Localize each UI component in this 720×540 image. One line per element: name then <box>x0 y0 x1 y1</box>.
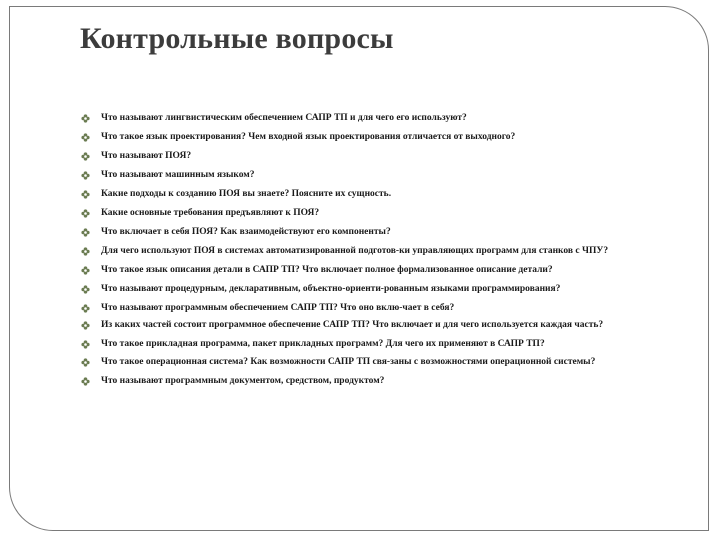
question-item <box>80 208 680 218</box>
question-item <box>80 189 680 199</box>
question-text: Что называют программным документом, средством, продуктом? <box>101 376 385 386</box>
question-item <box>80 151 680 161</box>
question-text: Что такое язык проектирования? Чем входной язык проектирования отличается от выходного? <box>101 132 516 142</box>
question-text: Какие основные требования предъявляют к ПОЯ? <box>101 208 320 218</box>
question-text: Что называют ПОЯ? <box>101 151 192 161</box>
question-item <box>80 246 680 256</box>
question-text: Что включает в себя ПОЯ? Как взаимодействуют его компоненты? <box>101 227 391 237</box>
question-text: Что такое прикладная программа, пакет прикладных программ? Для чего их применяют в САПР ТП? <box>101 339 545 349</box>
question-item <box>80 170 680 180</box>
question-item <box>80 303 680 313</box>
question-item <box>80 113 680 123</box>
bullet-icon <box>81 377 90 386</box>
bullet-icon <box>81 340 90 349</box>
slide-title: Контрольные вопросы <box>80 22 394 55</box>
question-text: Что называют машинным языком? <box>101 170 255 180</box>
question-text: Из каких частей состоит программное обеспечение САПР ТП? Что включает и для чего используется каждая часть? <box>101 320 604 330</box>
bullet-icon <box>81 321 90 330</box>
question-item <box>80 357 680 367</box>
question-list <box>80 113 680 386</box>
question-item <box>80 320 680 330</box>
question-item <box>80 132 680 142</box>
bullet-icon <box>81 133 90 142</box>
question-text: Что такое операционная система? Как возможности САПР ТП свя-заны с возможностями операционной системы? <box>101 357 596 367</box>
bullet-icon <box>81 114 90 123</box>
bullet-icon <box>81 190 90 199</box>
bullet-icon <box>81 228 90 237</box>
question-text: Что называют программным обеспечением САПР ТП? Что оно вклю-чает в себя? <box>101 303 455 313</box>
question-item <box>80 265 680 275</box>
question-item <box>80 284 680 294</box>
question-item <box>80 227 680 237</box>
bullet-icon <box>81 304 90 313</box>
bullet-icon <box>81 266 90 275</box>
question-item <box>80 339 680 349</box>
bullet-icon <box>81 209 90 218</box>
question-text: Что такое язык описания детали в САПР ТП? Что включает полное формализованное описание детали? <box>101 265 553 275</box>
bullet-icon <box>81 285 90 294</box>
question-text: Что называют лингвистическим обеспечением САПР ТП и для чего его используют? <box>101 113 467 123</box>
bullet-icon <box>81 171 90 180</box>
question-item <box>80 376 680 386</box>
question-text: Для чего используют ПОЯ в системах автоматизированной подготов-ки управляющих программ для станков с ЧПУ? <box>101 246 609 256</box>
question-text: Что называют процедурным, декларативным, объектно-ориенти-рованным языками программирования? <box>101 284 561 294</box>
bullet-icon <box>81 247 90 256</box>
bullet-icon <box>81 358 90 367</box>
bullet-icon <box>81 152 90 161</box>
question-text: Какие подходы к созданию ПОЯ вы знаете? Поясните их сущность. <box>101 189 392 199</box>
